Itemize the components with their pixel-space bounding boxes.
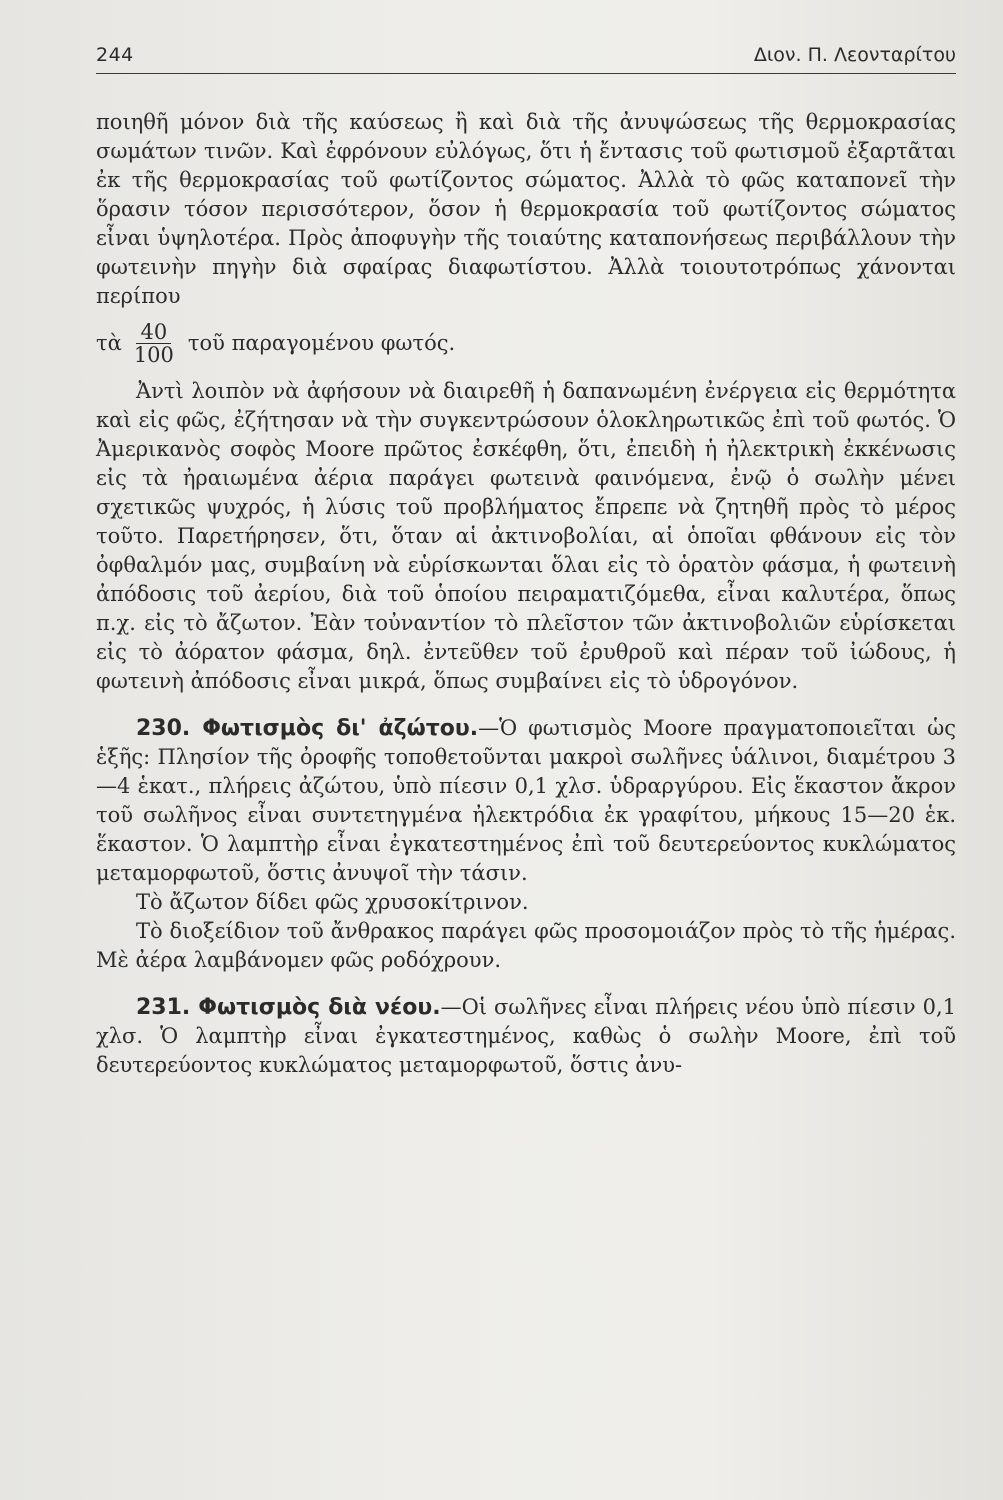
fraction-line bbox=[96, 313, 956, 373]
fraction-denominator: 100 bbox=[133, 342, 174, 367]
page-number: 244 bbox=[96, 44, 134, 66]
paragraph-1: ποιηθῆ μόνον διὰ τῆς καύσεως ἢ καὶ διὰ τῆς ἀνυψώσεως τῆς θερμοκρασίας σωμάτων τινῶν. Καὶ ἐφρόνουν εὐλόγως, ὅτι ἡ ἔντασις τοῦ φωτισμοῦ ἐξαρτᾶται ἐκ τῆς θερμοκρασίας τοῦ φωτίζοντος σώματος. Ἀλλὰ τὸ φῶς καταπονεῖ τὴν ὅρασιν τόσον περισσότερον, ὅσον ἡ θερμοκρασία τοῦ φωτίζοντος σώματος εἶναι ὑψηλοτέρα. Πρὸς ἀποφυγὴν τῆς τοιαύτης καταπονήσεως περιβάλλουν τὴν φωτεινὴν πηγὴν διὰ σφαίρας διαφωτίστου. Ἀλλὰ τοιουτοτρόπως χάνονται περίπου bbox=[96, 110, 956, 308]
paragraph-2: Ἀντὶ λοιπὸν νὰ ἀφήσουν νὰ διαιρεθῆ ἡ δαπανωμένη ἐνέργεια εἰς θερμότητα καὶ εἰς φῶς, ἐζήτησαν νὰ τὴν συγκεντρώσουν ὁλοκληρωτικῶς ἐπὶ τοῦ φωτός. Ὁ Ἀμερικανὸς σοφὸς Moore πρῶτος ἐσκέφθη, ὅτι, ἐπειδὴ ἡ ἠλεκτρικὴ ἐκκένωσις εἰς τὰ ἠραιωμένα ἀέρια παράγει φωτεινὰ φαινόμενα, ἐνῷ ὁ σωλὴν μένει σχετικῶς ψυχρός, ἡ λύσις τοῦ προβλήματος ἔπρεπε νὰ ζητηθῆ πρὸς τὸ μέρος τοῦτο. Παρετήρησεν, ὅτι, ὅταν αἱ ἀκτινοβολίαι, αἱ ὁποῖαι φθάνουν εἰς τὸν ὀφθαλμόν μας, συμβαίνη νὰ εὑρίσκωνται ὅλαι εἰς τὸ ὁρατὸν φάσμα, ἡ φωτεινὴ ἀπόδοσις τοῦ ἀερίου, διὰ τοῦ ὁποίου πειραματιζόμεθα, εἶναι καλυτέρα, ὅπως π.χ. εἰς τὸ ἄζωτον. Ἐὰν τοὐναντίον τὸ πλεῖστον τῶν ἀκτινοβολιῶν εὑρίσκεται εἰς τὸ ἀόρατον φάσμα, δηλ. ἐντεῦθεν τοῦ ἐρυθροῦ καὶ πέραν τοῦ ἰώδους, ἡ φωτεινὴ ἀπόδοσις εἶναι μικρά, ὅπως συμβαίνει εἰς τὸ ὑδρογόνον. bbox=[96, 379, 956, 693]
fraction bbox=[130, 321, 178, 366]
header-rule bbox=[96, 73, 956, 74]
section-text: —Ὁ φωτισμὸς Moore πραγματοποιεῖται ὡς ἑξῆς: Πλησίον τῆς ὀροφῆς τοποθετοῦνται μακροὶ σωλῆνες ὑάλινοι, διαμέτρου 3—4 ἑκατ., πλήρεις ἀζώτου, ὑπὸ πίεσιν 0,1 χλσ. ὑδραργύρου. Εἰς ἕκαστον ἄκρον τοῦ σωλῆνος εἶναι συντετηγμένα ἠλεκτρόδια ἐκ γραφίτου, μήκους 15—20 ἑκ. ἕκαστον. Ὁ λαμπτὴρ εἶναι ἐγκατεστημένος ἐπὶ τοῦ δευτερεύοντος κυκλώματος μεταμορφωτοῦ, ὅστις ἀνυψοῖ τὴν τάσιν. bbox=[96, 716, 956, 885]
fraction-prefix: τὰ bbox=[96, 330, 122, 355]
page-body bbox=[96, 108, 956, 1080]
running-head: Διον. Π. Λεονταρίτου bbox=[753, 44, 956, 66]
fraction-suffix: τοῦ παραγομένου φωτός. bbox=[187, 330, 456, 355]
section-230 bbox=[96, 714, 956, 975]
section-extra-1: Τὸ ἄζωτον δίδει φῶς χρυσοκίτρινον. bbox=[136, 890, 529, 914]
section-231 bbox=[96, 993, 956, 1080]
section-extra-2: Τὸ διοξείδιον τοῦ ἄνθρακος παράγει φῶς προσομοιάζον πρὸς τὸ τῆς ἡμέρας. Μὲ ἀέρα λαμβάνομεν φῶς ροδόχρουν. bbox=[96, 919, 956, 972]
section-heading: 230. Φωτισμὸς δι' ἀζώτου. bbox=[136, 716, 479, 741]
section-heading: 231. Φωτισμὸς διὰ νέου. bbox=[136, 995, 441, 1020]
section-text: —Οἱ σωλῆνες εἶναι πλήρεις νέου ὑπὸ πίεσιν 0,1 χλσ. Ὁ λαμπτὴρ εἶναι ἐγκατεστημένος, καθὼς ὁ σωλὴν Moore, ἐπὶ τοῦ δευτερεύοντος κυκλώματος μεταμορφωτοῦ, ὅστις ἀνυ- bbox=[96, 995, 957, 1077]
fraction-numerator: 40 bbox=[136, 321, 171, 344]
